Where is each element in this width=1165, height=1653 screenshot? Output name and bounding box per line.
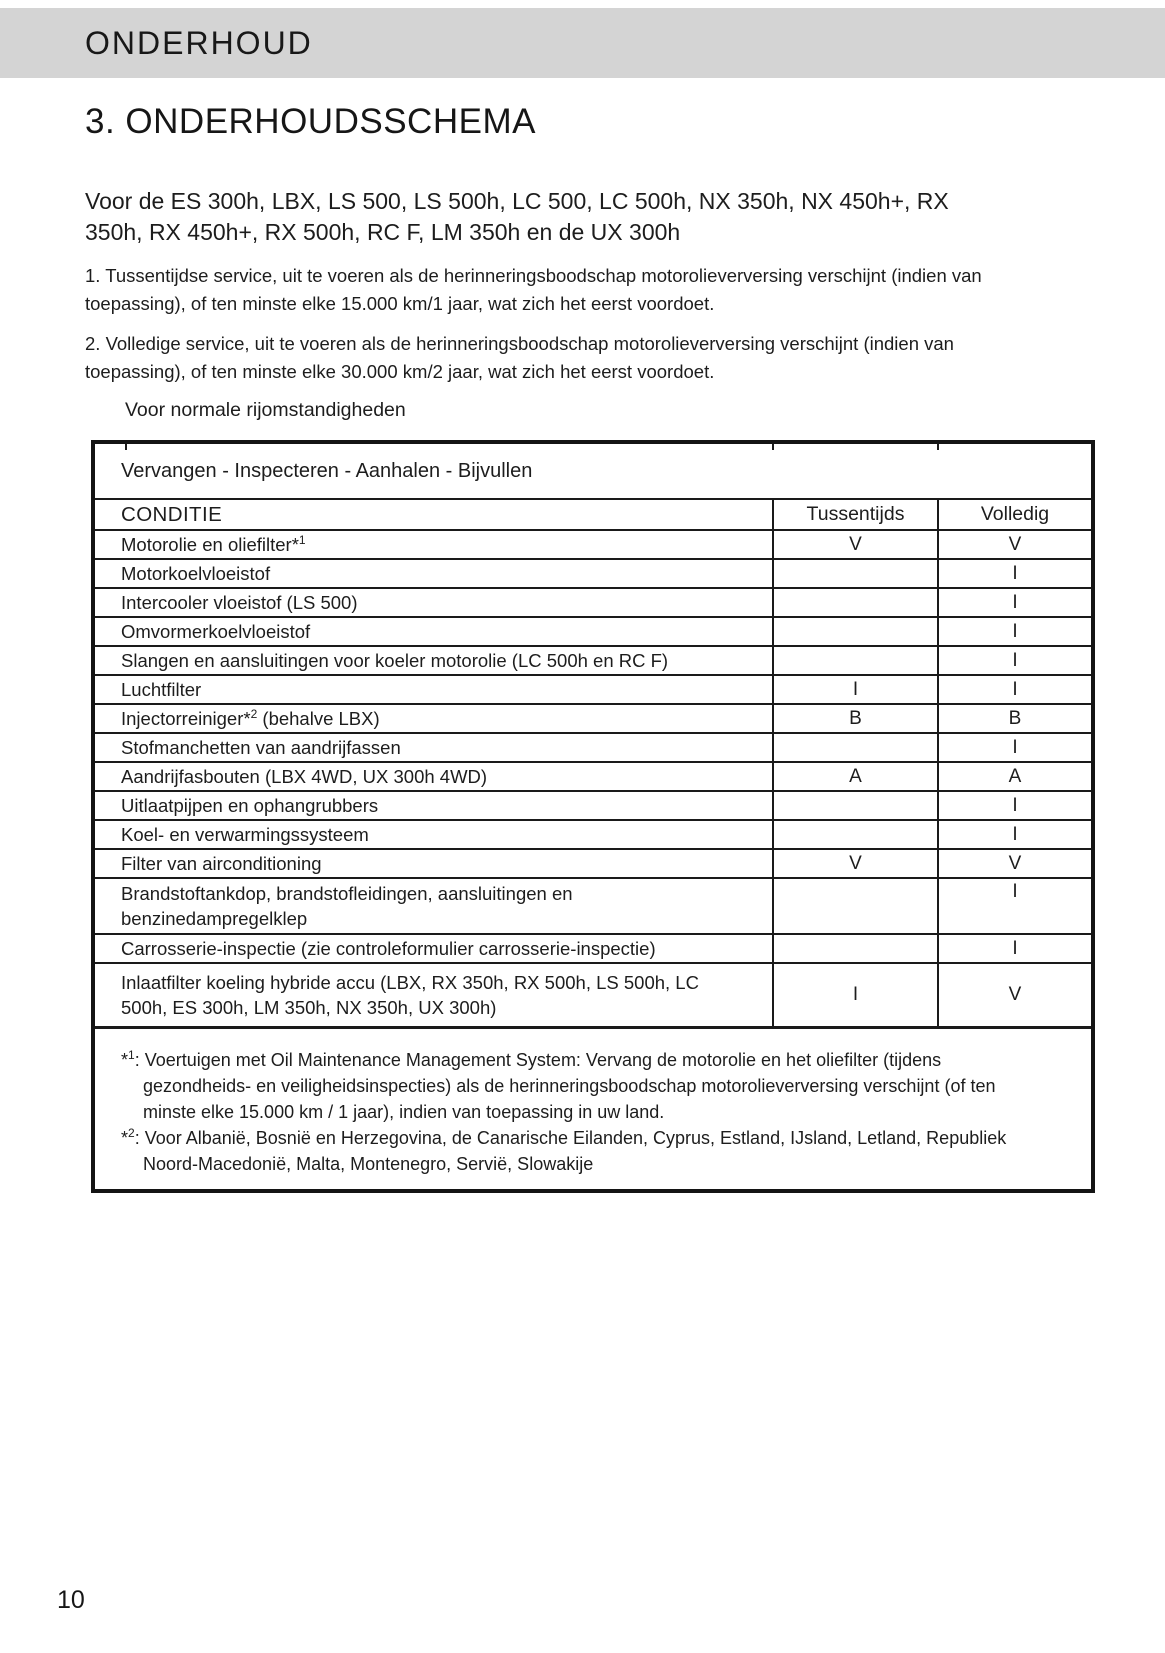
condition-cell: Luchtfilter	[121, 679, 202, 700]
volledig-value-cell: I	[937, 618, 1091, 645]
column-tick	[125, 444, 127, 450]
chapter-title: ONDERHOUD	[85, 25, 313, 61]
column-header-tussentijds: Tussentijds	[772, 500, 937, 529]
tussentijds-value-cell	[772, 879, 937, 933]
tussentijds-value-cell	[772, 647, 937, 674]
table-row	[95, 560, 1091, 589]
table-row	[95, 879, 1091, 935]
volledig-value-cell: V	[937, 531, 1091, 558]
table-row	[95, 821, 1091, 850]
condition-cell: Injectorreiniger*$^2$ (behalve LBX)	[121, 706, 380, 729]
tussentijds-value-cell	[772, 792, 937, 819]
tussentijds-value-cell: V	[772, 850, 937, 877]
table-legend: Vervangen - Inspecteren - Aanhalen - Bijvullen	[121, 459, 533, 482]
tussentijds-value-cell: V	[772, 531, 937, 558]
tussentijds-value-cell	[772, 821, 937, 848]
condition-cell: Inlaatfilter koeling hybride accu (LBX, RX 350h, RX 500h, LS 500h, LC 500h, ES 300h, LM 350h, NX 350h, UX 300h)	[121, 972, 699, 1018]
table-row	[95, 792, 1091, 821]
column-header-conditie: CONDITIE	[121, 503, 223, 526]
volledig-value-cell: I	[937, 676, 1091, 703]
section-title: 3. ONDERHOUDSSCHEMA	[85, 102, 536, 141]
tussentijds-value-cell	[772, 734, 937, 761]
tussentijds-value-cell	[772, 935, 937, 962]
maintenance-schedule-table	[91, 440, 1095, 1193]
volledig-value-cell: I	[937, 589, 1091, 616]
volledig-value-cell: B	[937, 705, 1091, 732]
intro-paragraph: 1. Tussentijdse service, uit te voeren als de herinneringsboodschap motorolieverversing verschijnt (indien van toepassing), of ten minste elke 15.000 km/1 jaar, wat zich het eerst voordoet.	[85, 265, 982, 314]
volledig-value-cell: V	[937, 850, 1091, 877]
condition-cell: Uitlaatpijpen en ophangrubbers	[121, 795, 379, 816]
volledig-value-cell: I	[937, 821, 1091, 848]
table-legend-row	[95, 444, 1091, 500]
condition-cell: Stofmanchetten van aandrijfassen	[121, 737, 401, 758]
table-row	[95, 734, 1091, 763]
schedule-footnotes	[95, 1029, 1091, 1189]
volledig-value-cell: I	[937, 935, 1091, 962]
tussentijds-value-cell: A	[772, 763, 937, 790]
condition-cell: Brandstoftankdop, brandstofleidingen, aansluitingen en benzinedampregelklep	[121, 883, 573, 929]
table-row	[95, 647, 1091, 676]
section-subtitle: Voor de ES 300h, LBX, LS 500, LS 500h, LC 500, LC 500h, NX 350h, NX 450h+, RX 350h, RX 450h+, RX 500h, RC F, LM 350h en de UX 300h	[85, 188, 949, 245]
condition-cell: Motorolie en oliefilter*$^1$	[121, 532, 306, 555]
table-row	[95, 935, 1091, 964]
table-header-row	[95, 500, 1091, 531]
tussentijds-value-cell	[772, 560, 937, 587]
condition-cell: Slangen en aansluitingen voor koeler motorolie (LC 500h en RC F)	[121, 650, 669, 671]
table-row	[95, 618, 1091, 647]
schedule-rows	[95, 531, 1091, 1029]
condition-cell: Koel- en verwarmingssysteem	[121, 824, 369, 845]
table-caption: Voor normale rijomstandigheden	[125, 399, 406, 421]
condition-cell: Carrosserie-inspectie (zie controleformulier carrosserie-inspectie)	[121, 938, 656, 959]
page-number: 10	[57, 1586, 85, 1614]
volledig-value-cell: I	[937, 734, 1091, 761]
chapter-header-bar	[0, 8, 1165, 78]
volledig-value-cell: I	[937, 879, 1091, 933]
volledig-value-cell: I	[937, 647, 1091, 674]
volledig-value-cell: A	[937, 763, 1091, 790]
table-row	[95, 705, 1091, 734]
table-footnote: *$^1$: Voertuigen met Oil Maintenance Management System: Vervang de motorolie en het oliefilter (tijdens gezondheids- en veiligheidsinspecties) als de herinneringsboodschap motorolieverversing verschijnt (of ten minste elke 15.000 km / 1 jaar), indien van toepassing in uw land.	[121, 1048, 996, 1122]
table-row	[95, 589, 1091, 618]
tussentijds-value-cell: B	[772, 705, 937, 732]
tussentijds-value-cell	[772, 618, 937, 645]
condition-cell: Filter van airconditioning	[121, 853, 322, 874]
intro-paragraph: 2. Volledige service, uit te voeren als de herinneringsboodschap motorolieverversing verschijnt (indien van toepassing), of ten minste elke 30.000 km/2 jaar, wat zich het eerst voordoet.	[85, 333, 954, 382]
volledig-value-cell: I	[937, 560, 1091, 587]
condition-cell: Intercooler vloeistof (LS 500)	[121, 592, 358, 613]
table-row	[95, 850, 1091, 879]
tussentijds-value-cell	[772, 589, 937, 616]
table-footnote: *$^2$: Voor Albanië, Bosnië en Herzegovina, de Canarische Eilanden, Cyprus, Estland, IJsland, Letland, Republiek Noord-Macedonië, Malta, Montenegro, Servië, Slowakije	[121, 1126, 1007, 1174]
column-header-volledig: Volledig	[937, 500, 1091, 529]
tussentijds-value-cell: I	[772, 964, 937, 1026]
volledig-value-cell: I	[937, 792, 1091, 819]
column-tick	[772, 444, 774, 450]
table-row	[95, 531, 1091, 560]
table-row	[95, 964, 1091, 1029]
table-row	[95, 763, 1091, 792]
condition-cell: Motorkoelvloeistof	[121, 563, 271, 584]
table-row	[95, 676, 1091, 705]
condition-cell: Omvormerkoelvloeistof	[121, 621, 311, 642]
intro-paragraphs	[85, 262, 1105, 398]
tussentijds-value-cell: I	[772, 676, 937, 703]
condition-cell: Aandrijfasbouten (LBX 4WD, UX 300h 4WD)	[121, 766, 488, 787]
volledig-value-cell: V	[937, 964, 1091, 1026]
column-tick	[937, 444, 939, 450]
